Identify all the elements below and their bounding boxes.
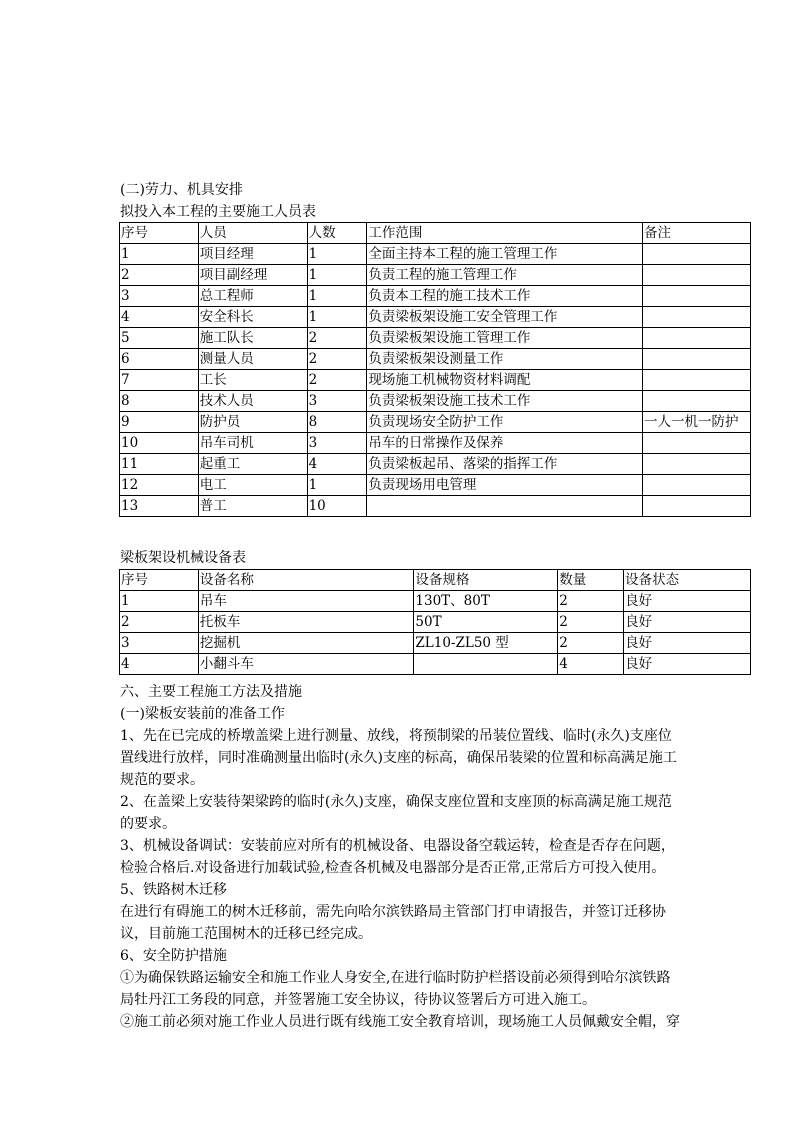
staff-table-cell — [643, 433, 751, 454]
staff-table-cell: 1 — [307, 307, 367, 328]
staff-table-row — [120, 475, 751, 496]
staff-table-cell: 吊车的日常操作及保养 — [367, 433, 643, 454]
equipment-table-cell: 2 — [558, 633, 624, 654]
staff-table-header-cell: 备注 — [643, 223, 751, 244]
staff-table-cell — [643, 244, 751, 265]
staff-table-cell: 普工 — [198, 496, 307, 517]
staff-table-cell: 负责梁板架设施工安全管理工作 — [367, 307, 643, 328]
staff-table-row — [120, 391, 751, 412]
staff-table-cell: 吊车司机 — [198, 433, 307, 454]
staff-table-cell: 6 — [120, 349, 199, 370]
staff-table-cell — [643, 454, 751, 475]
prep-item-2: 2、在盖梁上安装待架梁跨的临时(永久)支座，确保支座位置和支座顶的标高满足施工规范的要求。 — [120, 794, 672, 832]
staff-table-cell: 项目经理 — [198, 244, 307, 265]
staff-table-cell: 5 — [120, 328, 199, 349]
equipment-table — [119, 569, 751, 675]
staff-table-cell: 4 — [307, 454, 367, 475]
staff-table-cell: 总工程师 — [198, 286, 307, 307]
staff-table-cell — [367, 496, 643, 517]
equipment-table-header-cell: 设备状态 — [624, 570, 751, 591]
equipment-table-cell: ZL10-ZL50 型 — [414, 633, 558, 654]
staff-table-cell — [643, 475, 751, 496]
equipment-table-cell: 挖掘机 — [198, 633, 414, 654]
staff-table-cell: 2 — [307, 328, 367, 349]
equipment-table-cell: 小翻斗车 — [198, 654, 414, 675]
equipment-table-cell: 4 — [558, 654, 624, 675]
staff-table-cell: 测量人员 — [198, 349, 307, 370]
equipment-table-cell: 50T — [414, 612, 558, 633]
staff-table-cell: 13 — [120, 496, 199, 517]
staff-table-cell: 安全科长 — [198, 307, 307, 328]
staff-table-row — [120, 328, 751, 349]
staff-table-cell: 一人一机一防护 — [643, 412, 751, 433]
staff-table-cell: 负责梁板架设测量工作 — [367, 349, 643, 370]
equipment-table-header-cell: 数量 — [558, 570, 624, 591]
staff-table-cell: 项目副经理 — [198, 265, 307, 286]
staff-table-cell: 12 — [120, 475, 199, 496]
staff-table-cell: 全面主持本工程的施工管理工作 — [367, 244, 643, 265]
staff-table-header-cell: 人数 — [307, 223, 367, 244]
staff-table-cell: 9 — [120, 412, 199, 433]
equipment-table-cell — [414, 654, 558, 675]
staff-table-cell: 8 — [120, 391, 199, 412]
equipment-table-row — [120, 633, 751, 654]
staff-table-cell — [643, 370, 751, 391]
staff-table-cell: 负责现场安全防护工作 — [367, 412, 643, 433]
safety-item-1: ①为确保铁路运输安全和施工作业人身安全,在进行临时防护栏搭设前必须得到哈尔滨铁路局牡丹江工务段的同意，并签署施工安全协议，待协议签署后方可进入施工。 — [120, 970, 671, 1008]
equipment-table-cell: 2 — [558, 612, 624, 633]
staff-table-title: 拟投入本工程的主要施工人员表 — [120, 204, 316, 220]
equipment-table-cell: 2 — [120, 612, 199, 633]
staff-table-cell — [643, 496, 751, 517]
prep-item-3: 3、机械设备调试：安装前应对所有的机械设备、电器设备空载运转，检查是否存在问题，检验合格后.对设备进行加载试验,检查各机械及电器部分是否正常,正常后方可投入使用。 — [120, 838, 675, 876]
staff-table-cell: 8 — [307, 412, 367, 433]
staff-table-cell: 10 — [120, 433, 199, 454]
equipment-table-cell: 1 — [120, 591, 199, 612]
staff-table-cell: 7 — [120, 370, 199, 391]
staff-table-row — [120, 244, 751, 265]
staff-table-cell: 2 — [307, 370, 367, 391]
equipment-table-row — [120, 612, 751, 633]
staff-table-row — [120, 454, 751, 475]
equipment-table-title: 梁板架设机械设备表 — [120, 550, 246, 566]
staff-table-cell: 起重工 — [198, 454, 307, 475]
staff-table-cell: 10 — [307, 496, 367, 517]
staff-table-cell — [643, 328, 751, 349]
staff-table-cell: 负责本工程的施工技术工作 — [367, 286, 643, 307]
staff-table-cell: 11 — [120, 454, 199, 475]
staff-table-row — [120, 286, 751, 307]
equipment-table-row — [120, 591, 751, 612]
staff-table-row — [120, 496, 751, 517]
staff-table-cell — [643, 391, 751, 412]
heading-safety: 6、安全防护措施 — [120, 948, 227, 964]
staff-table-header-row — [120, 223, 751, 244]
safety-item-2: ②施工前必须对施工作业人员进行既有线施工安全教育培训，现场施工人员佩戴安全帽，穿 — [120, 1014, 680, 1030]
staff-table-cell: 3 — [307, 391, 367, 412]
staff-table-row — [120, 433, 751, 454]
staff-table — [119, 222, 751, 517]
staff-table-cell: 1 — [307, 475, 367, 496]
equipment-table-cell: 良好 — [624, 591, 751, 612]
equipment-table-header-cell: 设备名称 — [198, 570, 414, 591]
staff-table-cell — [643, 265, 751, 286]
staff-table-header-cell: 工作范围 — [367, 223, 643, 244]
staff-table-cell: 1 — [120, 244, 199, 265]
heading-tree-relocation: 5、铁路树木迁移 — [120, 882, 227, 898]
equipment-table-cell: 托板车 — [198, 612, 414, 633]
staff-table-cell: 电工 — [198, 475, 307, 496]
staff-table-cell: 1 — [307, 286, 367, 307]
staff-table-cell: 负责工程的施工管理工作 — [367, 265, 643, 286]
staff-table-cell: 施工队长 — [198, 328, 307, 349]
staff-table-cell: 4 — [120, 307, 199, 328]
staff-table-header-cell: 序号 — [120, 223, 199, 244]
staff-table-cell: 1 — [307, 265, 367, 286]
staff-table-cell: 负责现场用电管理 — [367, 475, 643, 496]
equipment-table-header-row — [120, 570, 751, 591]
equipment-table-header-cell: 设备规格 — [414, 570, 558, 591]
staff-table-row — [120, 412, 751, 433]
equipment-table-cell: 4 — [120, 654, 199, 675]
staff-table-cell — [643, 349, 751, 370]
staff-table-row — [120, 265, 751, 286]
staff-table-cell: 1 — [307, 244, 367, 265]
staff-table-cell: 3 — [120, 286, 199, 307]
staff-table-cell — [643, 307, 751, 328]
staff-table-cell: 现场施工机械物资材料调配 — [367, 370, 643, 391]
staff-table-cell: 负责梁板架设施工管理工作 — [367, 328, 643, 349]
tree-relocation-text: 在进行有碍施工的树木迁移前，需先向哈尔滨铁路局主管部门打申请报告，并签订迁移协议，目前施工范围树木的迁移已经完成。 — [120, 904, 666, 942]
staff-table-cell: 2 — [120, 265, 199, 286]
staff-table-cell: 技术人员 — [198, 391, 307, 412]
staff-table-cell: 工长 — [198, 370, 307, 391]
equipment-table-cell: 130T、80T — [414, 591, 558, 612]
staff-table-row — [120, 349, 751, 370]
equipment-table-cell: 良好 — [624, 612, 751, 633]
equipment-table-cell: 吊车 — [198, 591, 414, 612]
staff-table-cell: 2 — [307, 349, 367, 370]
staff-table-cell: 负责梁板起吊、落梁的指挥工作 — [367, 454, 643, 475]
equipment-table-cell: 良好 — [624, 633, 751, 654]
staff-table-body — [120, 223, 751, 517]
equipment-table-header-cell: 序号 — [120, 570, 199, 591]
staff-table-header-cell: 人员 — [198, 223, 307, 244]
equipment-table-cell: 2 — [558, 591, 624, 612]
staff-table-cell: 防护员 — [198, 412, 307, 433]
section-heading-labor: (二)劳力、机具安排 — [120, 182, 243, 198]
staff-table-cell — [643, 286, 751, 307]
staff-table-row — [120, 307, 751, 328]
heading-preparation: (一)梁板安装前的准备工作 — [120, 706, 285, 722]
equipment-table-row — [120, 654, 751, 675]
heading-construction-methods: 六、主要工程施工方法及措施 — [120, 684, 302, 700]
equipment-table-cell: 良好 — [624, 654, 751, 675]
prep-item-1: 1、先在已完成的桥墩盖梁上进行测量、放线，将预制梁的吊装位置线、临时(永久)支座位置线进行放样，同时准确测量出临时(永久)支座的标高，确保吊装梁的位置和标高满足施工规范的要求。 — [120, 728, 677, 788]
staff-table-cell: 负责梁板架设施工技术工作 — [367, 391, 643, 412]
staff-table-row — [120, 370, 751, 391]
equipment-table-cell: 3 — [120, 633, 199, 654]
equipment-table-body — [120, 570, 751, 675]
body-text — [120, 681, 680, 1033]
staff-table-cell: 3 — [307, 433, 367, 454]
